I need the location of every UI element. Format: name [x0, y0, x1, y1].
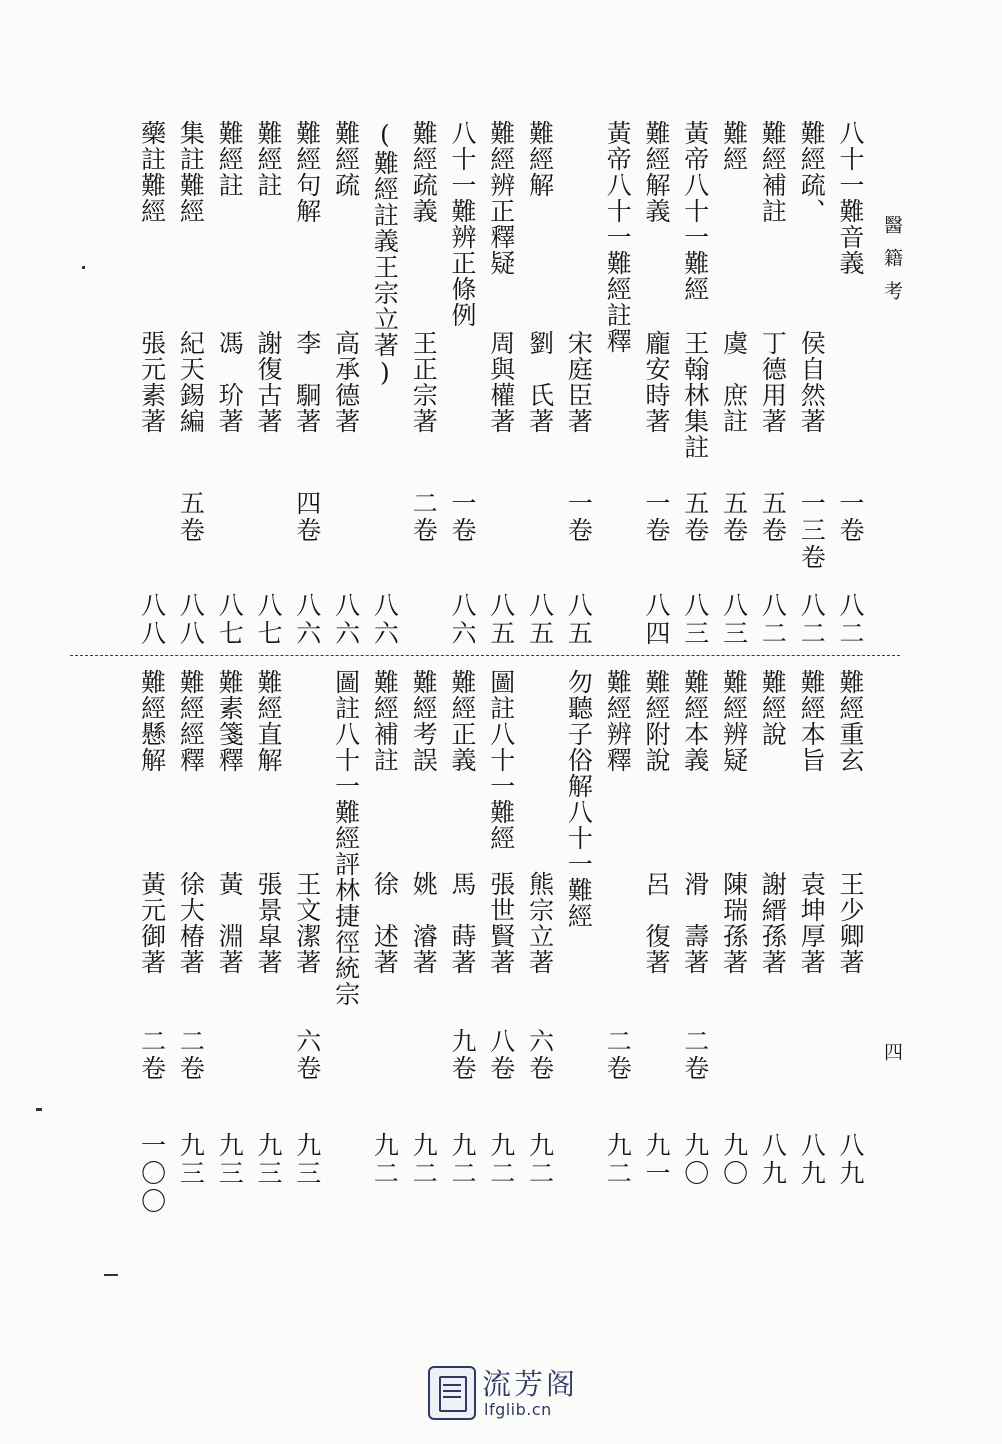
entry-author: 王少卿著	[836, 871, 865, 975]
entry-title: 難經疏	[331, 120, 361, 198]
entry-title: 難經補註	[370, 669, 400, 773]
entry-title: 難素箋釋	[215, 669, 245, 773]
entry-volumes: 四卷	[292, 490, 322, 544]
entry-author: 虞 庶註	[719, 330, 749, 434]
entry-author: 謝復古著	[254, 330, 283, 434]
entry-volumes: 六卷	[292, 1028, 322, 1082]
entry-author: 丁德用著	[758, 330, 788, 434]
entry-author: 呂 復著	[642, 871, 671, 975]
entry-author: 馬 蒔著	[448, 871, 477, 975]
entry-page: 八三	[719, 592, 749, 648]
entry-author: 張世賢著	[486, 871, 516, 975]
entry-title: 藥註難經	[137, 120, 167, 224]
entry-volumes: 八卷	[486, 1028, 516, 1082]
entry-title: 難經經釋	[176, 669, 206, 773]
entry-author: 王正宗著	[409, 330, 439, 434]
entry-author: 姚 濬著	[409, 871, 439, 975]
entry-title: 難經解義	[642, 120, 671, 224]
entry-author: 紀天錫編	[176, 330, 206, 434]
entry-author: 王翰林集註	[680, 330, 710, 460]
entry-author: 高承德著	[331, 330, 361, 434]
entry-title: 難經正義	[448, 669, 477, 773]
entry-title: 難經疏義	[409, 120, 439, 224]
entry-author: 徐大椿著	[176, 871, 206, 975]
entry-title: 圖註八十一難經	[486, 669, 516, 851]
entry-page: 九三	[215, 1132, 245, 1188]
watermark-url: lfglib.cn	[484, 1400, 552, 1419]
entry-page: 九三	[254, 1132, 283, 1188]
entry-title: (難經註義王宗立著)	[370, 120, 400, 388]
entry-page: 八九	[836, 1132, 865, 1188]
entry-page: 八二	[758, 592, 788, 648]
entry-volumes: 一卷	[448, 490, 477, 544]
book-icon	[428, 1366, 476, 1420]
entry-author: 陳瑞孫著	[719, 871, 749, 975]
entry-volumes: 九卷	[448, 1028, 477, 1082]
entry-author: 龐安時著	[642, 330, 671, 434]
entry-author: 張景皐著	[254, 871, 283, 975]
entry-page: 八六	[370, 592, 400, 648]
entry-page: 八四	[642, 592, 671, 648]
entry-author: 劉 氏著	[525, 330, 555, 434]
entry-author: 黃 淵著	[215, 871, 245, 975]
entry-volumes: 一卷	[564, 490, 594, 544]
entry-page: 八五	[486, 592, 516, 648]
entry-title: 難經本義	[680, 669, 710, 773]
entry-page: 八六	[448, 592, 477, 648]
entry-volumes: 五卷	[680, 490, 710, 544]
entry-page: 八七	[215, 592, 245, 648]
entry-page: 九三	[176, 1132, 206, 1188]
entry-title: 難經	[719, 120, 749, 172]
entry-title: 難經說	[758, 669, 788, 747]
entry-volumes: 一三卷	[797, 490, 827, 571]
entry-volumes: 六卷	[525, 1028, 555, 1082]
entry-page: 八五	[564, 592, 594, 648]
entry-title: 難經補註	[758, 120, 788, 224]
entry-title: 黃帝八十一難經註釋	[603, 120, 633, 354]
entry-volumes: 五卷	[758, 490, 788, 544]
entry-page: 八二	[836, 592, 865, 648]
watermark-logo	[428, 1362, 588, 1422]
entry-author: 黃元御著	[137, 871, 167, 975]
entry-author: 袁坤厚著	[797, 871, 827, 975]
entry-author: 謝縉孫著	[758, 871, 788, 975]
entry-page: 八九	[758, 1132, 788, 1188]
entry-page: 八二	[797, 592, 827, 648]
scan-speck	[36, 1108, 42, 1111]
entry-author: 王文潔著	[292, 871, 322, 975]
entry-volumes: 二卷	[137, 1028, 167, 1082]
entry-author: 徐 述著	[370, 871, 400, 975]
entry-author: 周與權著	[486, 330, 516, 434]
entry-author: 侯自然著	[797, 330, 827, 434]
entry-title: 難經解	[525, 120, 555, 198]
entry-title: 難經重玄	[836, 669, 865, 773]
entry-page: 八九	[797, 1132, 827, 1188]
entry-title: 圖註八十一難經評林捷徑統宗	[331, 669, 361, 1007]
entry-volumes: 二卷	[176, 1028, 206, 1082]
entry-author: 李 駉著	[292, 330, 322, 434]
entry-title: 八十一難音義	[836, 120, 865, 276]
entry-author: 滑 壽著	[680, 871, 710, 975]
entry-title: 難經考誤	[409, 669, 439, 773]
entry-page: 八六	[292, 592, 322, 648]
entry-author: 熊宗立著	[525, 871, 555, 975]
entry-title: 難經附說	[642, 669, 671, 773]
entry-volumes: 一卷	[836, 490, 865, 544]
entry-page: 九三	[292, 1132, 322, 1188]
entry-title: 難經直解	[254, 669, 283, 773]
page-title: 醫籍考	[881, 215, 903, 314]
entry-page: 九〇	[719, 1132, 749, 1188]
entry-page: 八七	[254, 592, 283, 648]
scan-speck	[82, 266, 85, 269]
entry-page: 九一	[642, 1132, 671, 1188]
entry-title: 難經句解	[292, 120, 322, 224]
entry-title: 難經註	[254, 120, 283, 198]
entry-title: 八十一難辨正條例	[448, 120, 477, 328]
entry-page: 九二	[370, 1132, 400, 1188]
entry-title: 難經辨正釋疑	[486, 120, 516, 276]
bottom-catalog-block	[0, 655, 1002, 1444]
entry-page: 九二	[448, 1132, 477, 1188]
entry-author: 張元素著	[137, 330, 167, 434]
entry-title: 難經辨疑	[719, 669, 749, 773]
entry-title: 難經本旨	[797, 669, 827, 773]
entry-volumes: 一卷	[642, 490, 671, 544]
entry-title: 黃帝八十一難經	[680, 120, 710, 302]
entry-volumes: 二卷	[603, 1028, 633, 1082]
entry-title: 勿聽子俗解八十一難經	[564, 669, 594, 929]
entry-page: 一〇〇	[137, 1132, 167, 1216]
entry-title: 難經註	[215, 120, 245, 198]
entry-author: 宋庭臣著	[564, 330, 594, 434]
entry-page: 九二	[486, 1132, 516, 1188]
page-number: 四	[881, 1042, 903, 1061]
entry-author: 馮 玠著	[215, 330, 245, 434]
scan-speck	[104, 1274, 118, 1276]
watermark-name: 流芳阁	[482, 1367, 579, 1401]
entry-title: 難經疏、	[797, 120, 827, 224]
entry-page: 八八	[176, 592, 206, 648]
entry-page: 八三	[680, 592, 710, 648]
entry-page: 九〇	[680, 1132, 710, 1188]
entry-page: 九二	[525, 1132, 555, 1188]
entry-page: 九二	[603, 1132, 633, 1188]
entry-volumes: 五卷	[719, 490, 749, 544]
entry-volumes: 五卷	[176, 490, 206, 544]
entry-page: 八六	[331, 592, 361, 648]
top-catalog-block	[0, 0, 1002, 655]
entry-page: 八五	[525, 592, 555, 648]
entry-volumes: 二卷	[680, 1028, 710, 1082]
entry-title: 難經懸解	[137, 669, 167, 773]
entry-title: 難經辨釋	[603, 669, 633, 773]
entry-page: 八八	[137, 592, 167, 648]
entry-volumes: 二卷	[409, 490, 439, 544]
entry-title: 集註難經	[176, 120, 206, 224]
entry-page: 九二	[409, 1132, 439, 1188]
